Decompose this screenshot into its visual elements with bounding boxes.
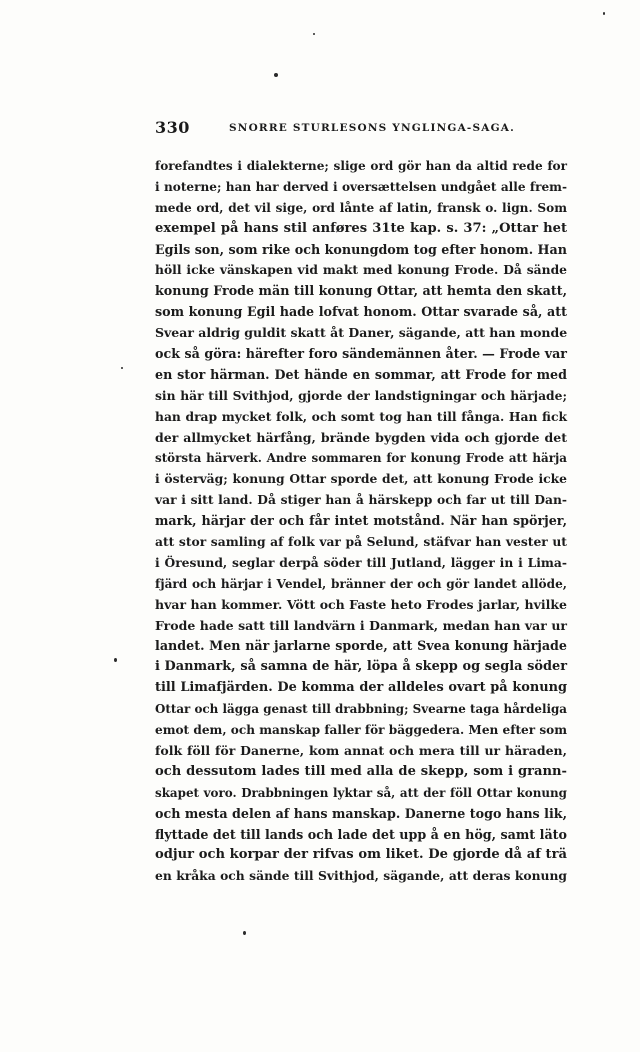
- text-line: hvar han kommer. Vött och Faste heto Frodes jarlar, hvilke: [155, 596, 567, 612]
- text-line: Egils son, som rike och konungdom tog efter honom. Han: [155, 241, 567, 257]
- text-line: konung Frode män till konung Ottar, att hemta den skatt,: [155, 283, 567, 299]
- text-line: Ottar och lägga genast till drabbning; Svearne taga hårdeliga: [155, 702, 567, 717]
- ink-speck: [313, 33, 315, 35]
- text-line: höll icke vänskapen vid makt med konung Frode. Då sände: [155, 262, 567, 278]
- text-line: emot dem, och manskap faller för bäggedera. Men efter som: [155, 723, 567, 738]
- text-line: forefandtes i dialekterne; slige ord gör han da altid rede for: [155, 159, 567, 173]
- text-line: der allmycket härfång, brände bygden vida och gjorde det: [155, 429, 567, 445]
- text-line: en kråka och sände till Svithjod, sägande, att deras konung: [155, 868, 567, 884]
- page-number: 330: [155, 118, 190, 137]
- page-header: [155, 118, 570, 142]
- ink-speck: [121, 367, 123, 369]
- text-line: landet. Men när jarlarne sporde, att Svea konung härjade: [155, 638, 567, 654]
- text-line: som konung Egil hade lofvat honom. Ottar svarade så, att: [155, 304, 567, 320]
- text-line: fjärd och härjar i Vendel, bränner der och gör landet allöde,: [155, 576, 567, 591]
- text-line: Svear aldrig guldit skatt åt Daner, sägande, att han monde: [155, 325, 568, 341]
- text-line: exempel på hans stil anføres 31te kap. s. 37: „Ottar het: [155, 220, 567, 236]
- ink-speck: [274, 73, 278, 77]
- text-line: i Öresund, seglar derpå söder till Jutland, lägger in i Lima-: [155, 554, 567, 570]
- text-line: till Limafjärden. De komma der alldeles ovart på konung: [155, 680, 567, 696]
- text-line: folk föll för Danerne, kom annat och mera till ur häraden,: [155, 742, 567, 758]
- text-line: Frode hade satt till landvärn i Danmark, medan han var ur: [155, 617, 567, 633]
- text-line: flyttade det till lands och lade det upp å en hög, samt läto: [155, 826, 567, 842]
- running-head: SNORRE STURLESONS YNGLINGA-SAGA.: [229, 122, 515, 134]
- text-line: i österväg; konung Ottar sporde det, att konung Frode icke: [155, 471, 567, 487]
- ink-speck: [114, 658, 117, 662]
- text-line: mark, härjar der och får intet motstånd. När han spörjer,: [155, 513, 567, 529]
- ink-speck: [243, 931, 246, 935]
- ink-speck: [603, 12, 605, 15]
- text-line: odjur och korpar der rifvas om liket. De gjorde då af trä: [155, 847, 567, 863]
- text-line: mede ord, det vil sige, ord lånte af latin, fransk o. lign. Som: [155, 200, 567, 215]
- text-line: största härverk. Andre sommaren for konung Frode att härja: [155, 451, 567, 466]
- text-line: var i sitt land. Då stiger han å härskepp och far ut till Dan-: [155, 492, 567, 508]
- text-line: i noterne; han har derved i oversættelsen undgået alle frem-: [155, 179, 567, 194]
- text-line: och mesta delen af hans manskap. Danerne togo hans lik,: [155, 805, 567, 821]
- text-line: i Danmark, så samna de här, löpa å skepp og segla söder: [155, 659, 567, 675]
- body-text: [155, 156, 567, 887]
- text-line: ock så göra: härefter foro sändemännen åter. — Frode var: [155, 346, 567, 362]
- text-line: skapet voro. Drabbningen lyktar så, att der föll Ottar konung: [155, 785, 567, 800]
- text-line: att stor samling af folk var på Selund, stäfvar han vester ut: [155, 534, 567, 550]
- text-line: han drap mycket folk, och somt tog han till fånga. Han fick: [155, 408, 567, 424]
- text-line: och dessutom lades till med alla de skepp, som i grann-: [155, 763, 567, 779]
- text-line: en stor härman. Det hände en sommar, att Frode for med: [155, 366, 567, 382]
- text-line: sin här till Svithjod, gjorde der landstigningar och härjade;: [155, 387, 567, 403]
